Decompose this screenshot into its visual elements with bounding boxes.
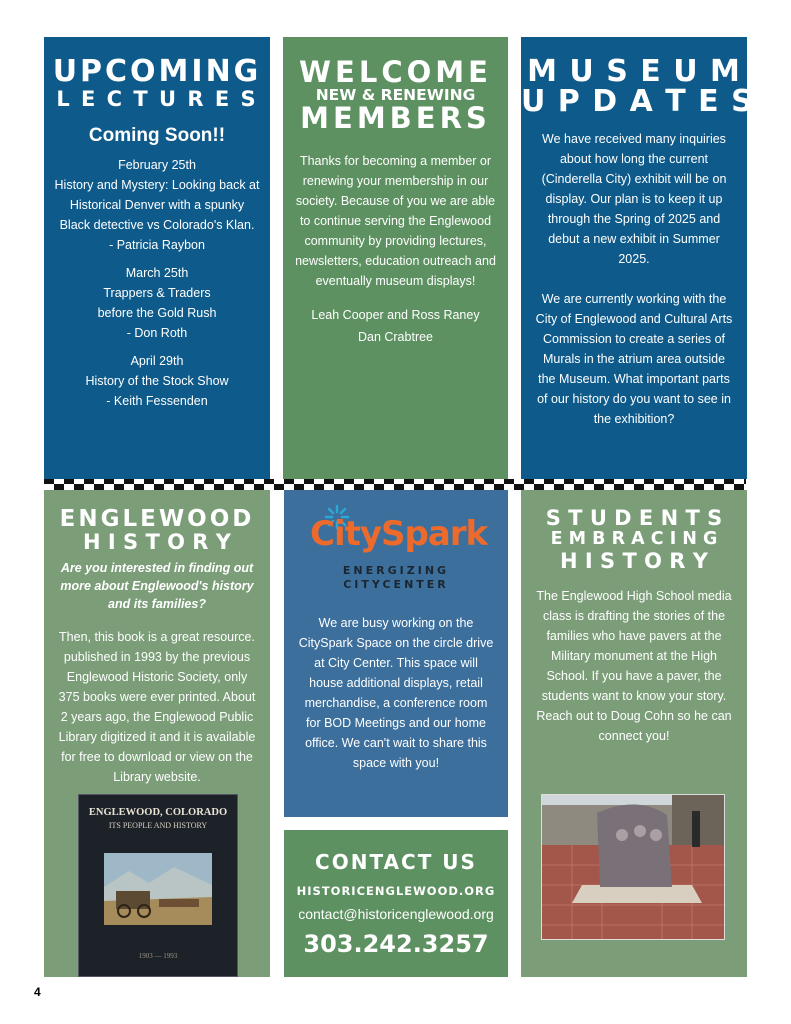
englewood-heading-2: H I S T O R Y	[83, 530, 231, 554]
englewood-body: Then, this book is a great resource. published in 1993 by the previous Englewood Historic Society, only 375 books were ever printed. About 2 years ago, the Englewood Public Library digitized it and it is available for free to download or view on the Library website.	[58, 630, 256, 784]
lectures-panel	[44, 37, 270, 479]
students-body: The Englewood High School media class is drafting the stories of the families who have pavers at the Military monument at the High School. If you have a paver, the students want to know your story. Reach out to Doug Cohn so he can connect you!	[536, 588, 732, 743]
cityspark-body: We are busy working on the CitySpark Space on the circle drive at City Center. This space will house additional displays, retail merchandise, a conference room for BOD Meetings and our home office. We can't wait to share this space with you!	[298, 616, 494, 770]
lecture-item	[54, 263, 260, 343]
book-title: ENGLEWOOD, COLORADO	[88, 807, 228, 818]
contact-heading: CONTACT US	[315, 850, 477, 874]
lecture-date: February 25th	[118, 158, 196, 172]
welcome-panel	[283, 37, 508, 479]
lecture-date: March 25th	[125, 266, 189, 280]
member-names-2: Dan Crabtree	[357, 329, 434, 344]
member-names-1: Leah Cooper and Ross Raney	[311, 307, 480, 322]
englewood-question: Are you interested in finding out more about Englewood's history and its families?	[60, 561, 254, 611]
cityspark-logo	[284, 504, 508, 552]
students-heading-3: H I S T O R Y	[560, 548, 708, 573]
page-number: 4	[34, 985, 41, 999]
contact-phone[interactable]: 303.242.3257	[303, 930, 489, 958]
monument-photo	[541, 794, 725, 940]
cityspark-panel	[284, 490, 508, 817]
cityspark-tagline-2: CITYCENTER	[343, 578, 449, 591]
book-painting	[104, 853, 212, 925]
contact-website[interactable]: HISTORICENGLEWOOD.ORG	[296, 884, 496, 898]
lecture-title: History of the Stock Show	[85, 374, 229, 388]
museum-para-2: We are currently working with the City of Englewood and Cultural Arts Commission to create a series of Murals in the atrium area outside the Museum. What important parts of our history do you want to see in the exhibition?	[535, 292, 733, 426]
englewood-heading-1: ENGLEWOOD	[59, 506, 255, 532]
lecture-date: April 29th	[130, 354, 184, 368]
students-heading-1: S T U D E N T S	[545, 506, 723, 530]
lecture-speaker: - Don Roth	[126, 326, 188, 340]
lecture-speaker: - Patricia Raybon	[109, 238, 205, 252]
book-years: 1903 — 1993	[138, 952, 178, 960]
lecture-item	[54, 155, 260, 255]
cityspark-tagline-1: ENERGIZING	[342, 564, 450, 577]
welcome-heading-3: MEMBERS	[300, 100, 491, 135]
monument-illustration	[542, 795, 725, 940]
contact-email[interactable]: contact@historicenglewood.org	[298, 906, 494, 922]
museum-para-1: We have received many inquiries about how long the current (Cinderella City) exhibit will be on display. Our plan is to keep it up through the Spring of 2025 and debut a new exhibit in Summer 2025.	[541, 132, 727, 266]
cityspark-logo-text: CitySpark	[310, 514, 488, 554]
welcome-heading-1: WELCOME	[299, 55, 492, 89]
lecture-speaker: - Keith Fessenden	[106, 394, 208, 408]
museum-heading-2: U P D A T E S	[521, 84, 754, 119]
museum-heading-1: M U S E U M	[527, 54, 741, 89]
coming-soon: Coming Soon!!	[88, 125, 226, 146]
lecture-title: Trappers & Traders before the Gold Rush	[97, 286, 217, 320]
students-heading-2: E M B R A C I N G	[550, 529, 718, 549]
lectures-heading-1: UPCOMING	[52, 54, 262, 89]
museum-panel	[521, 37, 754, 479]
welcome-body: Thanks for becoming a member or renewing your membership in our society. Because of you we are able to continue serving the Englewood community by providing lectures, newsletters, education outreach and eventually museum displays!	[295, 153, 496, 288]
lecture-item	[54, 351, 260, 411]
welcome-heading-2: NEW & RENEWING	[315, 86, 476, 104]
book-subtitle: ITS PEOPLE AND HISTORY	[108, 821, 208, 830]
lectures-heading-2: L E C T U R E S	[56, 87, 258, 111]
lecture-title: History and Mystery: Looking back at Historical Denver with a spunky Black detective vs Colorado's Klan.	[54, 178, 260, 232]
contact-panel	[284, 830, 508, 977]
book-cover-image	[78, 794, 238, 977]
